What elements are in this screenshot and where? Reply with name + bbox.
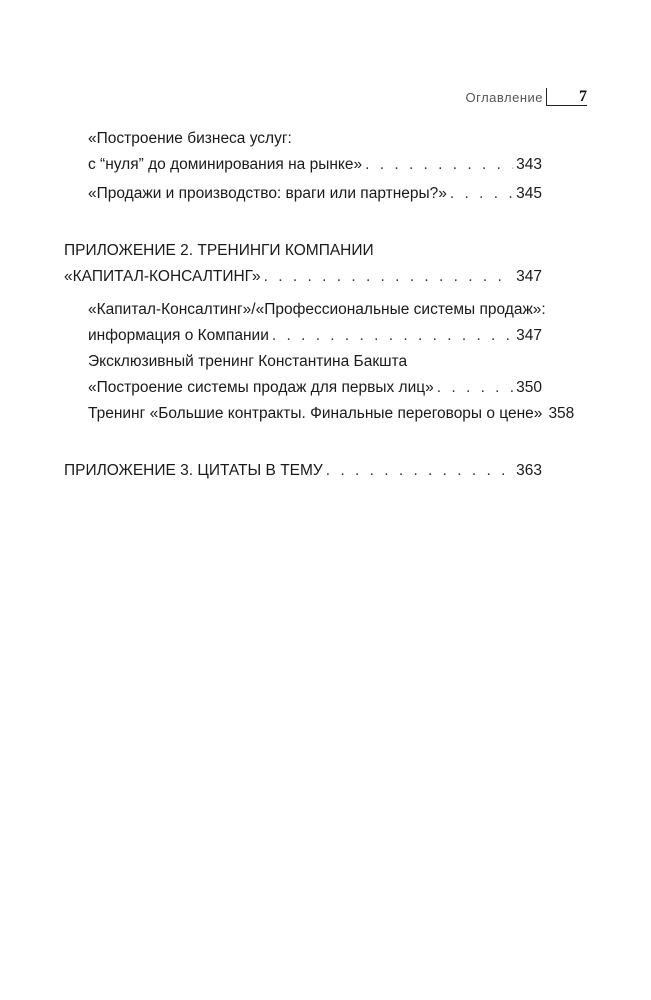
toc-entry-page: 363: [516, 462, 542, 479]
dot-leader: [437, 377, 513, 399]
toc-entry-line: Эксклюзивный тренинг Константина Бакшта: [88, 353, 408, 370]
dot-leader: [365, 154, 513, 176]
toc-entry: [88, 299, 546, 347]
toc-entry-leader-line: [64, 266, 542, 288]
toc-entry: [88, 351, 542, 399]
dot-leader: [272, 325, 513, 347]
toc-entry-line: ПРИЛОЖЕНИЕ 2. ТРЕНИНГИ КОМПАНИИ: [64, 242, 374, 259]
toc-section: [64, 460, 542, 482]
toc-entry-title: «КАПИТАЛ-КОНСАЛТИНГ»: [64, 268, 261, 285]
toc-entry-leader-line: [88, 183, 542, 205]
toc-entry-title: «Продажи и производство: враги или партнеры?»: [88, 185, 447, 202]
toc-entry: [88, 128, 542, 176]
toc-entry-title: с “нуля” до доминирования на рынке»: [88, 156, 363, 173]
toc-entry-title: ПРИЛОЖЕНИЕ 3. ЦИТАТЫ В ТЕМУ: [64, 462, 323, 479]
page-number: 7: [546, 88, 587, 106]
running-header-title: Оглавление: [465, 90, 543, 105]
dot-leader: [326, 460, 513, 482]
running-header: [466, 88, 587, 106]
toc-entry-page: 345: [516, 185, 542, 202]
dot-leader: [450, 183, 513, 205]
toc-entry-leader-line: [88, 154, 542, 176]
toc-entry-page: 347: [516, 268, 542, 285]
toc-entry: [88, 403, 575, 425]
toc-entry-page: 350: [516, 379, 542, 396]
toc-entry-line: «Построение бизнеса услуг:: [88, 130, 292, 147]
dot-leader: [264, 266, 513, 288]
toc-entry-line: «Капитал-Консалтинг»/«Профессиональные системы продаж»:: [88, 301, 546, 318]
toc-section: [64, 240, 542, 288]
toc-entry-title: информация о Компании: [88, 327, 269, 344]
toc-entry-page: 347: [516, 327, 542, 344]
toc-entry-leader-line: [64, 460, 542, 482]
toc-entry-title: «Построение системы продаж для первых лиц»: [88, 379, 434, 396]
toc-entry-leader-line: [88, 403, 575, 425]
toc-entry-leader-line: [88, 377, 542, 399]
toc-entry-page: 343: [516, 156, 542, 173]
toc-entry-title: Тренинг «Большие контракты. Финальные переговоры о цене»: [88, 405, 543, 422]
toc-entry-leader-line: [88, 325, 542, 347]
toc-entry: [88, 183, 542, 205]
toc-entry-page: 358: [548, 405, 575, 422]
